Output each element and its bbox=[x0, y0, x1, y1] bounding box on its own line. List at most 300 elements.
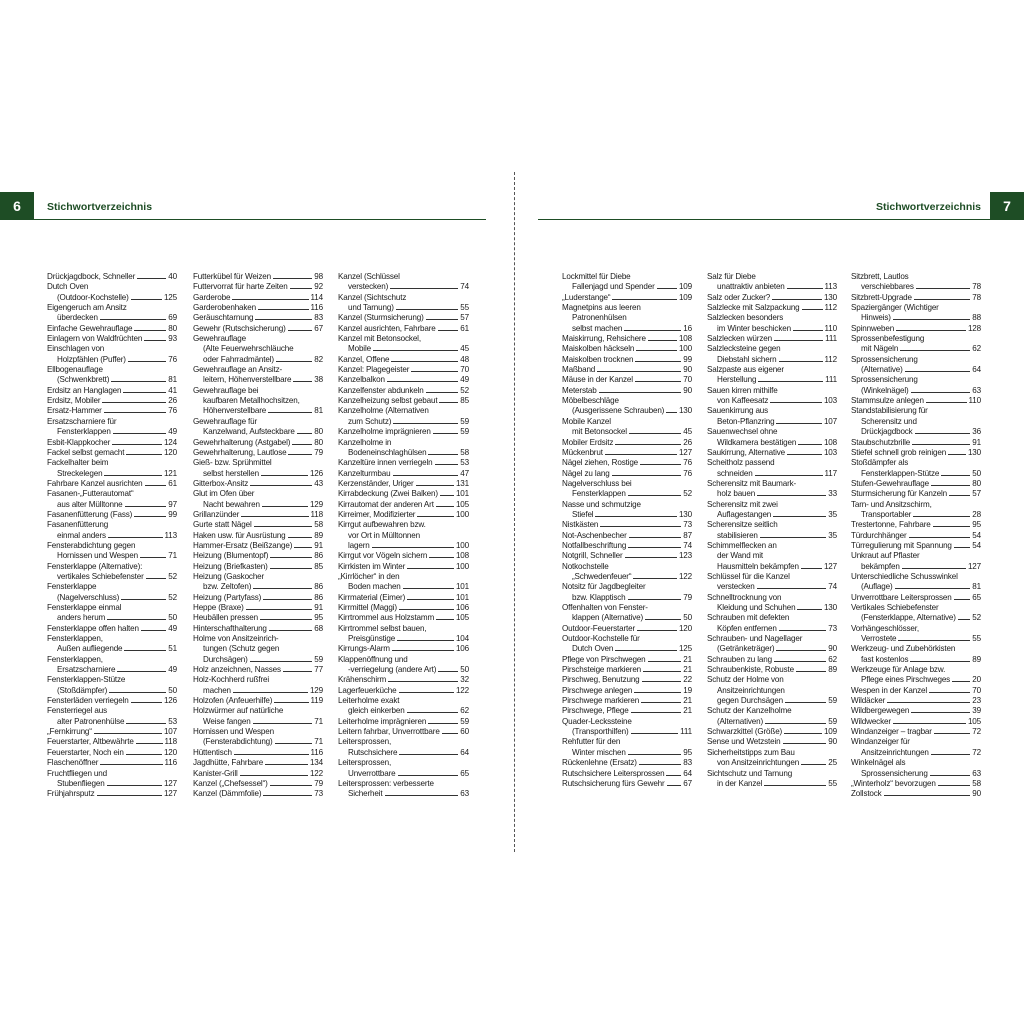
index-term: in der Kanzel bbox=[717, 778, 763, 788]
index-term: Fensterriegel aus bbox=[47, 706, 107, 716]
leader-line bbox=[144, 340, 166, 341]
leader-line bbox=[234, 754, 309, 755]
index-term: Winkelnägel als bbox=[851, 758, 906, 768]
leader-line bbox=[633, 578, 677, 579]
leader-line bbox=[931, 485, 970, 486]
index-term: Kanzel (Sichtschutz bbox=[338, 292, 407, 302]
page-reference: 125 bbox=[678, 644, 692, 654]
index-term: Schraubenkiste, Robuste bbox=[707, 665, 794, 675]
index-term: Staubschutzbrille bbox=[851, 437, 911, 447]
leader-line bbox=[102, 402, 166, 403]
index-entry bbox=[193, 624, 323, 634]
index-entry bbox=[338, 479, 469, 489]
index-term: Sauenkirrung aus bbox=[707, 406, 769, 416]
leader-line bbox=[902, 568, 966, 569]
index-term: Verrostete bbox=[861, 634, 897, 644]
leader-line bbox=[97, 795, 162, 796]
index-term: Einfache Gewehrauflage bbox=[47, 323, 133, 333]
index-term: Gewehr (Rutschsicherung) bbox=[193, 323, 286, 333]
leader-line bbox=[283, 671, 312, 672]
page-reference: 52 bbox=[460, 385, 469, 395]
index-term: Holz-Kochherd rußfrei bbox=[193, 675, 270, 685]
page-reference: 74 bbox=[460, 282, 469, 292]
index-term: Unterschiedliche Schusswinkel bbox=[851, 571, 958, 581]
page-reference: 91 bbox=[972, 437, 981, 447]
page-reference: 101 bbox=[455, 592, 469, 602]
index-entry bbox=[707, 520, 837, 541]
index-term: anders herum bbox=[57, 613, 106, 623]
index-entry bbox=[562, 717, 692, 738]
page-reference: 72 bbox=[972, 727, 981, 737]
index-entry bbox=[562, 769, 692, 779]
index-term: holz bauen bbox=[717, 489, 756, 499]
page-number: 7 bbox=[990, 192, 1024, 220]
index-term: Notfallbeschriftung bbox=[562, 540, 627, 550]
index-term: Fruchtfliegen und bbox=[47, 768, 107, 778]
leader-line bbox=[631, 712, 682, 713]
leader-line bbox=[952, 681, 970, 682]
page-reference: 128 bbox=[967, 323, 981, 333]
leader-line bbox=[391, 361, 458, 362]
index-entry bbox=[193, 313, 323, 323]
leader-line bbox=[755, 475, 823, 476]
index-term: Vertikales Schiebefenster bbox=[851, 603, 939, 612]
page-reference: 89 bbox=[314, 530, 323, 540]
leader-line bbox=[642, 681, 682, 682]
index-term: Gewehrauflage bbox=[193, 334, 246, 344]
index-entry bbox=[193, 758, 323, 768]
leader-line bbox=[274, 702, 308, 703]
index-entry bbox=[193, 510, 323, 520]
index-column-3 bbox=[851, 272, 981, 800]
index-entry bbox=[851, 531, 981, 541]
index-entry bbox=[851, 572, 981, 593]
index-term: Salz für Diebe bbox=[707, 272, 756, 281]
index-term: Gewehrauflage an Ansitz- bbox=[193, 365, 283, 375]
index-entry bbox=[562, 386, 692, 396]
index-entry bbox=[707, 655, 837, 665]
index-term: Sichtschutz und Tarnung bbox=[707, 768, 793, 778]
index-term: Schrauben- und Nagellager bbox=[707, 634, 803, 644]
index-entry bbox=[193, 562, 323, 572]
page-reference: 108 bbox=[455, 551, 469, 561]
index-term: Stiefel schnell grob reinigen bbox=[851, 447, 947, 457]
leader-line bbox=[765, 723, 826, 724]
index-term: Kirrgut aufbewahren bzw. bbox=[338, 520, 426, 530]
index-entry bbox=[338, 469, 469, 479]
index-term: Stiefel bbox=[572, 509, 594, 519]
index-entry bbox=[193, 572, 323, 593]
leader-line bbox=[941, 475, 970, 476]
index-term: Scherensitze seitlich bbox=[707, 520, 778, 530]
index-term: Fensterklappen, bbox=[47, 654, 103, 664]
page-reference: 21 bbox=[683, 706, 692, 716]
index-entry bbox=[707, 313, 837, 334]
index-term: Pirschweg, Benutzung bbox=[562, 675, 640, 685]
page-reference: 107 bbox=[163, 727, 177, 737]
page-reference: 80 bbox=[314, 437, 323, 447]
index-term: Diebstahl sichern bbox=[717, 354, 777, 364]
index-entry bbox=[851, 779, 981, 789]
leader-line bbox=[407, 712, 459, 713]
index-entry bbox=[338, 727, 469, 737]
index-term: Fensterklappen, bbox=[47, 634, 103, 644]
leader-line bbox=[399, 692, 454, 693]
page-reference: 134 bbox=[309, 758, 323, 768]
index-entry bbox=[707, 458, 837, 479]
index-entry bbox=[193, 675, 323, 696]
index-entry bbox=[47, 562, 177, 583]
index-entry bbox=[851, 696, 981, 706]
index-term: selbst herstellen bbox=[203, 468, 259, 478]
leader-line bbox=[297, 433, 313, 434]
index-entry bbox=[338, 324, 469, 334]
index-term: Eigengeruch am Ansitz bbox=[47, 303, 127, 313]
page-reference: 21 bbox=[683, 665, 692, 675]
page-reference: 38 bbox=[314, 375, 323, 385]
page-reference: 58 bbox=[314, 520, 323, 530]
leader-line bbox=[108, 537, 163, 538]
index-entry bbox=[851, 500, 981, 521]
leader-line bbox=[387, 381, 458, 382]
leader-line bbox=[910, 661, 970, 662]
index-term: Sturmsicherung für Kanzeln bbox=[851, 489, 947, 499]
page-reference: 39 bbox=[972, 706, 981, 716]
index-entry bbox=[851, 406, 981, 437]
index-term: Tarn- und Ansitzschirm, bbox=[851, 499, 932, 509]
page-reference: 40 bbox=[168, 272, 177, 281]
page-reference: 33 bbox=[828, 489, 837, 499]
index-term: „Kirrlöcher“ in den bbox=[338, 571, 400, 581]
leader-line bbox=[407, 599, 454, 600]
index-entry bbox=[47, 696, 177, 706]
page-reference: 41 bbox=[168, 385, 177, 395]
index-term: Kanzel ausrichten, Fahrbare bbox=[338, 323, 436, 333]
index-term: mit Nägeln bbox=[861, 344, 899, 354]
page-reference: 113 bbox=[164, 530, 177, 540]
index-entry bbox=[562, 303, 692, 334]
index-entry bbox=[193, 479, 323, 489]
index-term: leitern, Höhenverstellbare bbox=[203, 375, 292, 385]
index-entry bbox=[193, 520, 323, 530]
index-term: Preisgünstige bbox=[348, 634, 396, 644]
page-reference: 69 bbox=[168, 313, 177, 323]
leader-line bbox=[124, 650, 166, 651]
leader-line bbox=[104, 475, 161, 476]
page-reference: 108 bbox=[823, 437, 837, 447]
leader-line bbox=[241, 516, 308, 517]
index-entry bbox=[851, 375, 981, 396]
page-reference: 121 bbox=[163, 468, 177, 478]
index-entry bbox=[562, 365, 692, 375]
index-entry bbox=[851, 448, 981, 458]
leader-line bbox=[407, 568, 454, 569]
index-term: (Winkelnägel) bbox=[861, 385, 909, 395]
index-entry bbox=[47, 582, 177, 603]
index-term: Unverrottbare bbox=[348, 768, 396, 778]
page-reference: 90 bbox=[828, 644, 837, 654]
index-term: Dutch Oven bbox=[572, 644, 614, 654]
leader-line bbox=[438, 330, 459, 331]
page-reference: 71 bbox=[168, 551, 177, 561]
page-reference: 47 bbox=[460, 468, 469, 478]
index-term: Ansitzeinrichtungen bbox=[861, 747, 929, 757]
index-entry bbox=[193, 665, 323, 675]
leader-line bbox=[926, 402, 967, 403]
index-entry bbox=[562, 686, 692, 696]
index-term: Dutch Oven bbox=[47, 282, 89, 292]
page-reference: 74 bbox=[683, 540, 692, 550]
index-entry bbox=[47, 324, 177, 334]
leader-line bbox=[435, 464, 459, 465]
index-entry bbox=[707, 613, 837, 634]
page-reference: 95 bbox=[683, 747, 692, 757]
index-term: Kanzelheizung selbst gebaut bbox=[338, 396, 438, 406]
index-entry bbox=[851, 541, 981, 551]
leader-line bbox=[265, 764, 308, 765]
page-reference: 48 bbox=[460, 354, 469, 364]
index-entry bbox=[338, 572, 469, 593]
leader-line bbox=[390, 288, 458, 289]
page-reference: 116 bbox=[310, 747, 323, 757]
right-page bbox=[512, 0, 1024, 1024]
leader-line bbox=[774, 340, 823, 341]
index-entry bbox=[562, 562, 692, 583]
index-entry bbox=[562, 375, 692, 385]
index-term: stabilisieren bbox=[717, 530, 758, 540]
index-term: Scherensitz mit zwei bbox=[707, 499, 778, 509]
index-term: bekämpfen bbox=[861, 561, 900, 571]
index-term: Einlagern von Waldfrüchten bbox=[47, 334, 143, 344]
index-term: Heizung (Briefkasten) bbox=[193, 561, 268, 571]
page-reference: 43 bbox=[314, 478, 323, 488]
index-entry bbox=[193, 324, 323, 334]
leader-line bbox=[911, 392, 971, 393]
leader-line bbox=[288, 537, 313, 538]
index-entry bbox=[562, 500, 692, 521]
index-entry bbox=[562, 520, 692, 530]
index-entry bbox=[562, 438, 692, 448]
index-term: Schnelltrocknung von bbox=[707, 592, 782, 602]
index-term: Nägel ziehen, Rostige bbox=[562, 458, 639, 468]
index-term: schneiden bbox=[717, 468, 753, 478]
page-reference: 71 bbox=[314, 737, 323, 747]
index-term: der Wand mit bbox=[717, 551, 764, 561]
page-reference: 73 bbox=[314, 789, 323, 799]
index-term: Gurte statt Nägel bbox=[193, 520, 252, 530]
leader-line bbox=[396, 309, 459, 310]
index-term: Maiskolben häckseln bbox=[562, 344, 635, 354]
index-term: Einschlagen von bbox=[47, 344, 105, 354]
leader-line bbox=[776, 423, 821, 424]
index-term: Notsitz für Jagdbegleiter bbox=[562, 582, 646, 592]
leader-line bbox=[666, 775, 681, 776]
index-term: Outdoor-Kochstelle für bbox=[562, 634, 640, 644]
leader-line bbox=[635, 361, 681, 362]
leader-line bbox=[667, 785, 682, 786]
index-term: Hüttentisch bbox=[193, 747, 232, 757]
index-entry bbox=[193, 489, 323, 510]
leader-line bbox=[141, 630, 167, 631]
leader-line bbox=[288, 330, 313, 331]
leader-line bbox=[232, 299, 308, 300]
index-entry bbox=[562, 334, 692, 344]
index-entry bbox=[707, 572, 837, 593]
index-term: Sprossensicherung bbox=[851, 354, 918, 364]
index-term: Rückenlehne (Ersatz) bbox=[562, 758, 637, 768]
index-entry bbox=[47, 479, 177, 489]
page-reference: 112 bbox=[824, 354, 837, 364]
index-entry bbox=[562, 541, 692, 551]
index-term: Rutschsichere bbox=[348, 747, 398, 757]
page-reference: 26 bbox=[168, 396, 177, 406]
page-reference: 130 bbox=[967, 447, 981, 457]
page-reference: 49 bbox=[168, 665, 177, 675]
leader-line bbox=[125, 506, 167, 507]
index-column-2 bbox=[707, 272, 837, 789]
index-entry bbox=[707, 500, 837, 521]
index-entry bbox=[47, 417, 177, 438]
index-entry bbox=[338, 613, 469, 623]
index-term: Kanzel mit Betonsockel, bbox=[338, 334, 421, 344]
page-reference: 111 bbox=[825, 334, 837, 344]
index-term: von Kaffeesatz bbox=[717, 396, 769, 406]
index-term: Winter mischen bbox=[572, 747, 626, 757]
leader-line bbox=[426, 319, 459, 320]
leader-line bbox=[140, 557, 166, 558]
leader-line bbox=[640, 464, 681, 465]
index-term: Kanzel, Offene bbox=[338, 354, 390, 364]
index-term: (Auflage) bbox=[861, 582, 893, 592]
page-reference: 60 bbox=[460, 727, 469, 737]
index-term: Sense und Wetzstein bbox=[707, 737, 781, 747]
leader-line bbox=[929, 692, 970, 693]
index-entry bbox=[851, 479, 981, 489]
index-term: Fasanenfütterung (Fass) bbox=[47, 509, 133, 519]
page-reference: 68 bbox=[314, 623, 323, 633]
index-entry bbox=[338, 655, 469, 676]
leader-line bbox=[893, 319, 970, 320]
page-reference: 109 bbox=[678, 292, 692, 302]
index-entry bbox=[47, 541, 177, 562]
leader-line bbox=[915, 433, 971, 434]
leader-line bbox=[428, 454, 458, 455]
page-reference: 58 bbox=[972, 778, 981, 788]
index-entry bbox=[338, 624, 469, 645]
index-term: Schwarzkittel (Größe) bbox=[707, 727, 783, 737]
index-term: Unkraut auf Pflaster bbox=[851, 551, 920, 561]
leader-line bbox=[294, 547, 312, 548]
page-reference: 127 bbox=[163, 789, 177, 799]
index-term: Salz oder Zucker? bbox=[707, 292, 771, 302]
index-term: Spinnweben bbox=[851, 323, 895, 333]
page-reference: 120 bbox=[678, 623, 692, 633]
index-term: Rutschsicherung fürs Gewehr bbox=[562, 778, 665, 788]
leader-line bbox=[417, 516, 454, 517]
index-term: Krähenschirm bbox=[338, 675, 387, 685]
index-entry bbox=[338, 355, 469, 365]
index-entry bbox=[851, 334, 981, 355]
index-entry bbox=[193, 727, 323, 748]
index-entry bbox=[193, 448, 323, 458]
index-term: Leitersprossen, bbox=[338, 758, 392, 768]
index-entry bbox=[193, 551, 323, 561]
index-term: Nasse und schmutzige bbox=[562, 499, 641, 509]
index-entry bbox=[338, 489, 469, 499]
index-term: Durchsägen) bbox=[203, 654, 248, 664]
index-entry bbox=[707, 634, 837, 655]
leader-line bbox=[779, 630, 827, 631]
page-reference: 80 bbox=[168, 323, 177, 333]
index-term: (Fensterklappe, Alternative) bbox=[861, 613, 956, 623]
leader-line bbox=[949, 495, 970, 496]
page-reference: 62 bbox=[972, 344, 981, 354]
index-entry bbox=[707, 334, 837, 344]
page-reference: 97 bbox=[168, 499, 177, 509]
index-term: Mobile Kanzel bbox=[562, 416, 611, 426]
leader-line bbox=[270, 785, 313, 786]
leader-line bbox=[246, 609, 313, 610]
page-reference: 67 bbox=[314, 323, 323, 333]
index-entry bbox=[562, 272, 692, 293]
index-term: Nistkästen bbox=[562, 520, 599, 530]
page-reference: 76 bbox=[168, 406, 177, 416]
index-term: Wespen in der Kanzel bbox=[851, 685, 928, 695]
index-term: Kanzelfenster abdunkeln bbox=[338, 385, 424, 395]
page-reference: 100 bbox=[455, 540, 469, 550]
index-entry bbox=[851, 438, 981, 448]
leader-line bbox=[914, 299, 970, 300]
leader-line bbox=[134, 330, 166, 331]
leader-line bbox=[403, 588, 454, 589]
page-reference: 63 bbox=[972, 385, 981, 395]
index-term: klappen (Alternative) bbox=[572, 613, 644, 623]
page-reference: 88 bbox=[972, 313, 981, 323]
index-term: (Ausgerissene Schrauben) bbox=[572, 406, 665, 416]
index-term: Gewehrauflage für bbox=[193, 416, 258, 426]
leader-line bbox=[801, 568, 822, 569]
index-term: Frühjahrsputz bbox=[47, 789, 95, 799]
leader-line bbox=[268, 412, 312, 413]
page-reference: 122 bbox=[309, 768, 323, 778]
leader-line bbox=[262, 506, 308, 507]
page-reference: 114 bbox=[310, 292, 323, 302]
leader-line bbox=[757, 495, 826, 496]
page-reference: 52 bbox=[972, 613, 981, 623]
index-entry bbox=[562, 675, 692, 685]
leader-line bbox=[117, 671, 166, 672]
index-entry bbox=[193, 789, 323, 799]
leader-line bbox=[113, 433, 167, 434]
index-term: Hammer-Ersatz (Beißzange) bbox=[193, 540, 293, 550]
index-term: Nacht bewahren bbox=[203, 499, 260, 509]
page-reference: 91 bbox=[314, 603, 323, 612]
page-reference: 103 bbox=[823, 447, 837, 457]
index-entry bbox=[193, 303, 323, 313]
index-term: Leitersprossen, bbox=[338, 737, 392, 747]
index-term: Nagelverschluss bei bbox=[562, 478, 632, 488]
page-reference: 130 bbox=[678, 406, 692, 416]
leader-line bbox=[254, 526, 313, 527]
index-entry bbox=[851, 489, 981, 499]
index-entry bbox=[47, 365, 177, 386]
page-reference: 90 bbox=[972, 789, 981, 799]
page-reference: 90 bbox=[828, 737, 837, 747]
page-reference: 61 bbox=[460, 323, 469, 333]
leader-line bbox=[930, 775, 971, 776]
index-term: (Alternativen) bbox=[717, 716, 764, 726]
index-term: Kirrabdeckung (Zwei Balken) bbox=[338, 489, 438, 499]
